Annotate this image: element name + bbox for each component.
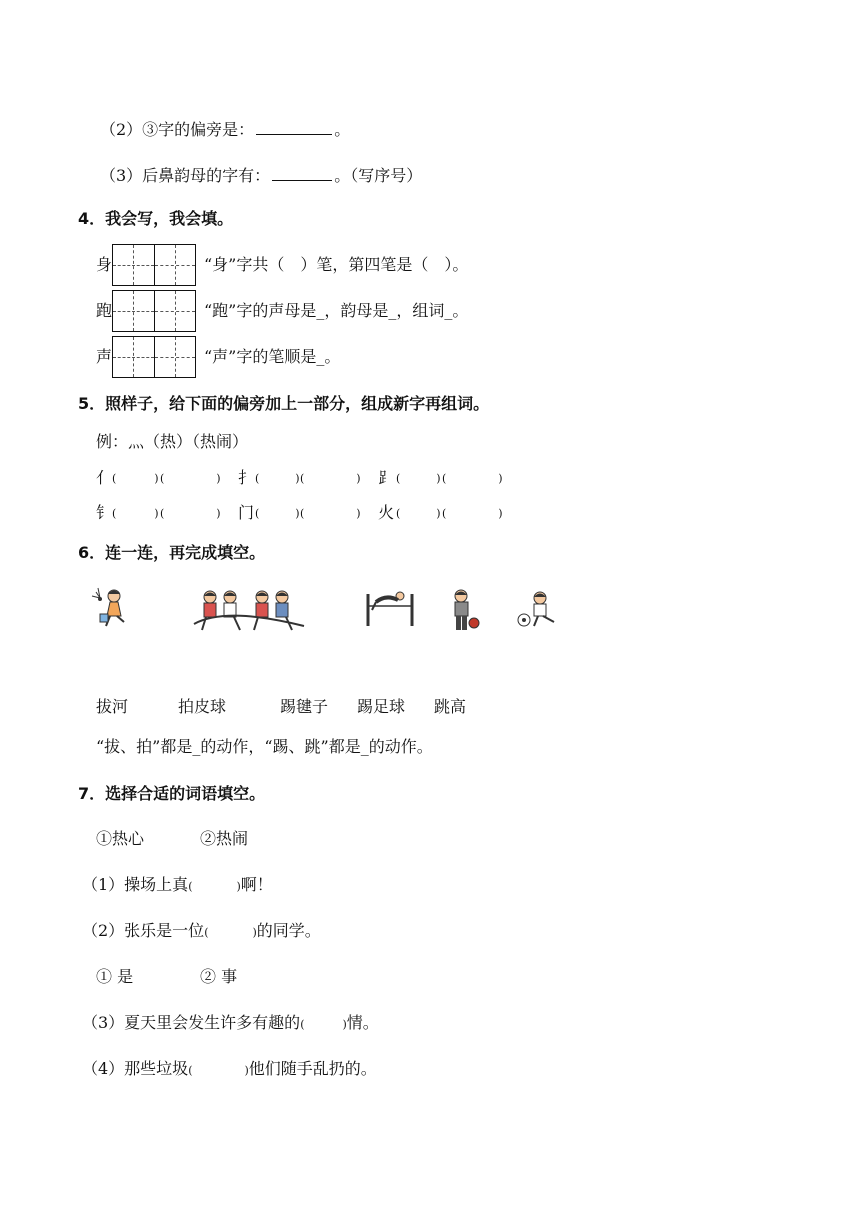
paren-close: )	[436, 507, 441, 520]
q4-row3-text: “声”字的笔顺是_。	[204, 347, 341, 366]
paren-open: (	[396, 472, 401, 485]
paren-close: )	[252, 926, 257, 939]
paren-open: (	[442, 472, 447, 485]
grid-cell[interactable]	[113, 291, 154, 331]
q7-item1-text: （1）操场上真	[82, 875, 189, 894]
q4-heading: 4．我会写，我会填。	[78, 209, 234, 228]
q3-item2	[100, 120, 350, 138]
q5-r2-radical-2: 门	[238, 503, 255, 522]
paren-open: (	[160, 507, 165, 520]
q5-r1-paren-2a[interactable]	[255, 473, 300, 484]
grid-cell[interactable]	[154, 245, 195, 285]
q5-r2-paren-2b[interactable]	[300, 508, 361, 519]
q5-r1-paren-3b[interactable]	[442, 473, 503, 484]
paren-open: (	[255, 472, 260, 485]
q4-row2-char: 跑	[96, 301, 113, 320]
q3-item3-text: （3）后鼻韵母的字有：	[100, 166, 271, 185]
paren-open: (	[300, 472, 305, 485]
q7-option-3: ① 是	[96, 967, 134, 986]
q7-option-1: ①热心	[96, 829, 145, 848]
paren-open: (	[188, 880, 193, 893]
high-jump-illustration	[364, 588, 416, 628]
q7-item2-text: （2）张乐是一位	[82, 921, 205, 940]
q5-r1-radical-3: ⻊	[378, 468, 395, 487]
q7-item2-end: 的同学。	[256, 921, 321, 940]
paren-open: (	[112, 472, 117, 485]
q4-row3-grid[interactable]	[112, 336, 196, 378]
q7-item4-end: 他们随手乱扔的。	[248, 1059, 377, 1078]
q5-r1-paren-2b[interactable]	[300, 473, 361, 484]
q7-item3-blank[interactable]	[300, 1019, 347, 1030]
paren-open: (	[255, 507, 260, 520]
q3-item3-end: 。（写序号）	[334, 166, 423, 185]
q4-row1-grid[interactable]	[112, 244, 196, 286]
q7-item1-end: 啊！	[240, 875, 273, 894]
q4-row2-text: “跑”字的声母是_，韵母是_，组词_。	[204, 301, 469, 320]
paren-open: (	[204, 926, 209, 939]
q5-r2-paren-3b[interactable]	[442, 508, 503, 519]
q5-r2-paren-1b[interactable]	[160, 508, 221, 519]
paren-open: (	[188, 1064, 193, 1077]
paren-open: (	[300, 1018, 305, 1031]
grid-cell[interactable]	[154, 337, 195, 377]
q6-word-5[interactable]: 跳高	[434, 697, 467, 716]
q7-item4-blank[interactable]	[188, 1065, 249, 1076]
paren-close: )	[236, 880, 241, 893]
paren-close: )	[154, 472, 159, 485]
tug-of-war-illustration	[192, 588, 308, 632]
q6-heading: 6．连一连，再完成填空。	[78, 543, 266, 562]
paren-open: (	[160, 472, 165, 485]
q3-item3	[100, 166, 422, 184]
q5-example: 例：灬（热）（热闹）	[96, 432, 249, 451]
q7-option-4: ② 事	[200, 967, 238, 986]
q5-heading: 5．照样子，给下面的偏旁加上一部分，组成新字再组词。	[78, 394, 490, 413]
paren-close: )	[216, 507, 221, 520]
q5-r2-radical-1: 钅	[96, 503, 113, 522]
q5-r2-paren-3a[interactable]	[396, 508, 441, 519]
q5-r2-paren-2a[interactable]	[255, 508, 300, 519]
q3-item3-blank[interactable]	[272, 166, 332, 181]
paren-close: )	[356, 472, 361, 485]
q5-r1-radical-2: 扌	[238, 468, 255, 487]
q7-item3	[82, 1015, 379, 1031]
q3-item2-end: 。	[334, 120, 351, 139]
q4-row1-char: 身	[96, 255, 113, 274]
q6-word-3[interactable]: 踢毽子	[280, 697, 329, 716]
paren-close: )	[295, 507, 300, 520]
girl-kicking-shuttlecock-illustration	[88, 586, 138, 630]
q7-item4-text: （4）那些垃圾	[82, 1059, 189, 1078]
boy-bouncing-ball-illustration	[448, 588, 482, 632]
paren-close: )	[356, 507, 361, 520]
q7-item3-text: （3）夏天里会发生许多有趣的	[82, 1013, 301, 1032]
q5-r2-paren-1a[interactable]	[112, 508, 159, 519]
paren-close: )	[436, 472, 441, 485]
paren-close: )	[216, 472, 221, 485]
paren-close: )	[342, 1018, 347, 1031]
q7-item3-end: 情。	[346, 1013, 379, 1032]
paren-close: )	[498, 507, 503, 520]
paren-open: (	[300, 507, 305, 520]
grid-cell[interactable]	[113, 337, 154, 377]
q5-r1-paren-3a[interactable]	[396, 473, 441, 484]
q6-sentence: “拔、拍”都是_的动作，“踢、跳”都是_的动作。	[96, 737, 433, 756]
boy-playing-football-illustration	[514, 590, 560, 630]
paren-open: (	[442, 507, 447, 520]
paren-close: )	[244, 1064, 249, 1077]
q4-row2-grid[interactable]	[112, 290, 196, 332]
q4-row1-text: “身”字共（ ）笔，第四笔是（ ）。	[204, 255, 469, 274]
q7-item1	[82, 877, 273, 893]
q7-item4	[82, 1061, 377, 1077]
q7-heading: 7．选择合适的词语填空。	[78, 784, 266, 803]
q5-r1-paren-1a[interactable]	[112, 473, 159, 484]
grid-cell[interactable]	[113, 245, 154, 285]
paren-open: (	[112, 507, 117, 520]
paren-close: )	[498, 472, 503, 485]
q6-word-2[interactable]: 拍皮球	[178, 697, 227, 716]
q7-item2-blank[interactable]	[204, 927, 257, 938]
q4-row3-char: 声	[96, 347, 113, 366]
q6-word-1[interactable]: 拔河	[96, 697, 129, 716]
q5-r2-radical-3: 火	[378, 503, 395, 522]
paren-close: )	[295, 472, 300, 485]
q5-r1-paren-1b[interactable]	[160, 473, 221, 484]
q3-item2-text: （2）③字的偏旁是：	[100, 120, 255, 139]
q3-item2-blank[interactable]	[256, 120, 332, 135]
q7-item2	[82, 923, 321, 939]
paren-close: )	[154, 507, 159, 520]
q7-item1-blank[interactable]	[188, 881, 241, 892]
q5-r1-radical-1: 亻	[96, 468, 113, 487]
q6-word-4[interactable]: 踢足球	[357, 697, 406, 716]
grid-cell[interactable]	[154, 291, 195, 331]
paren-open: (	[396, 507, 401, 520]
q7-option-2: ②热闹	[200, 829, 249, 848]
